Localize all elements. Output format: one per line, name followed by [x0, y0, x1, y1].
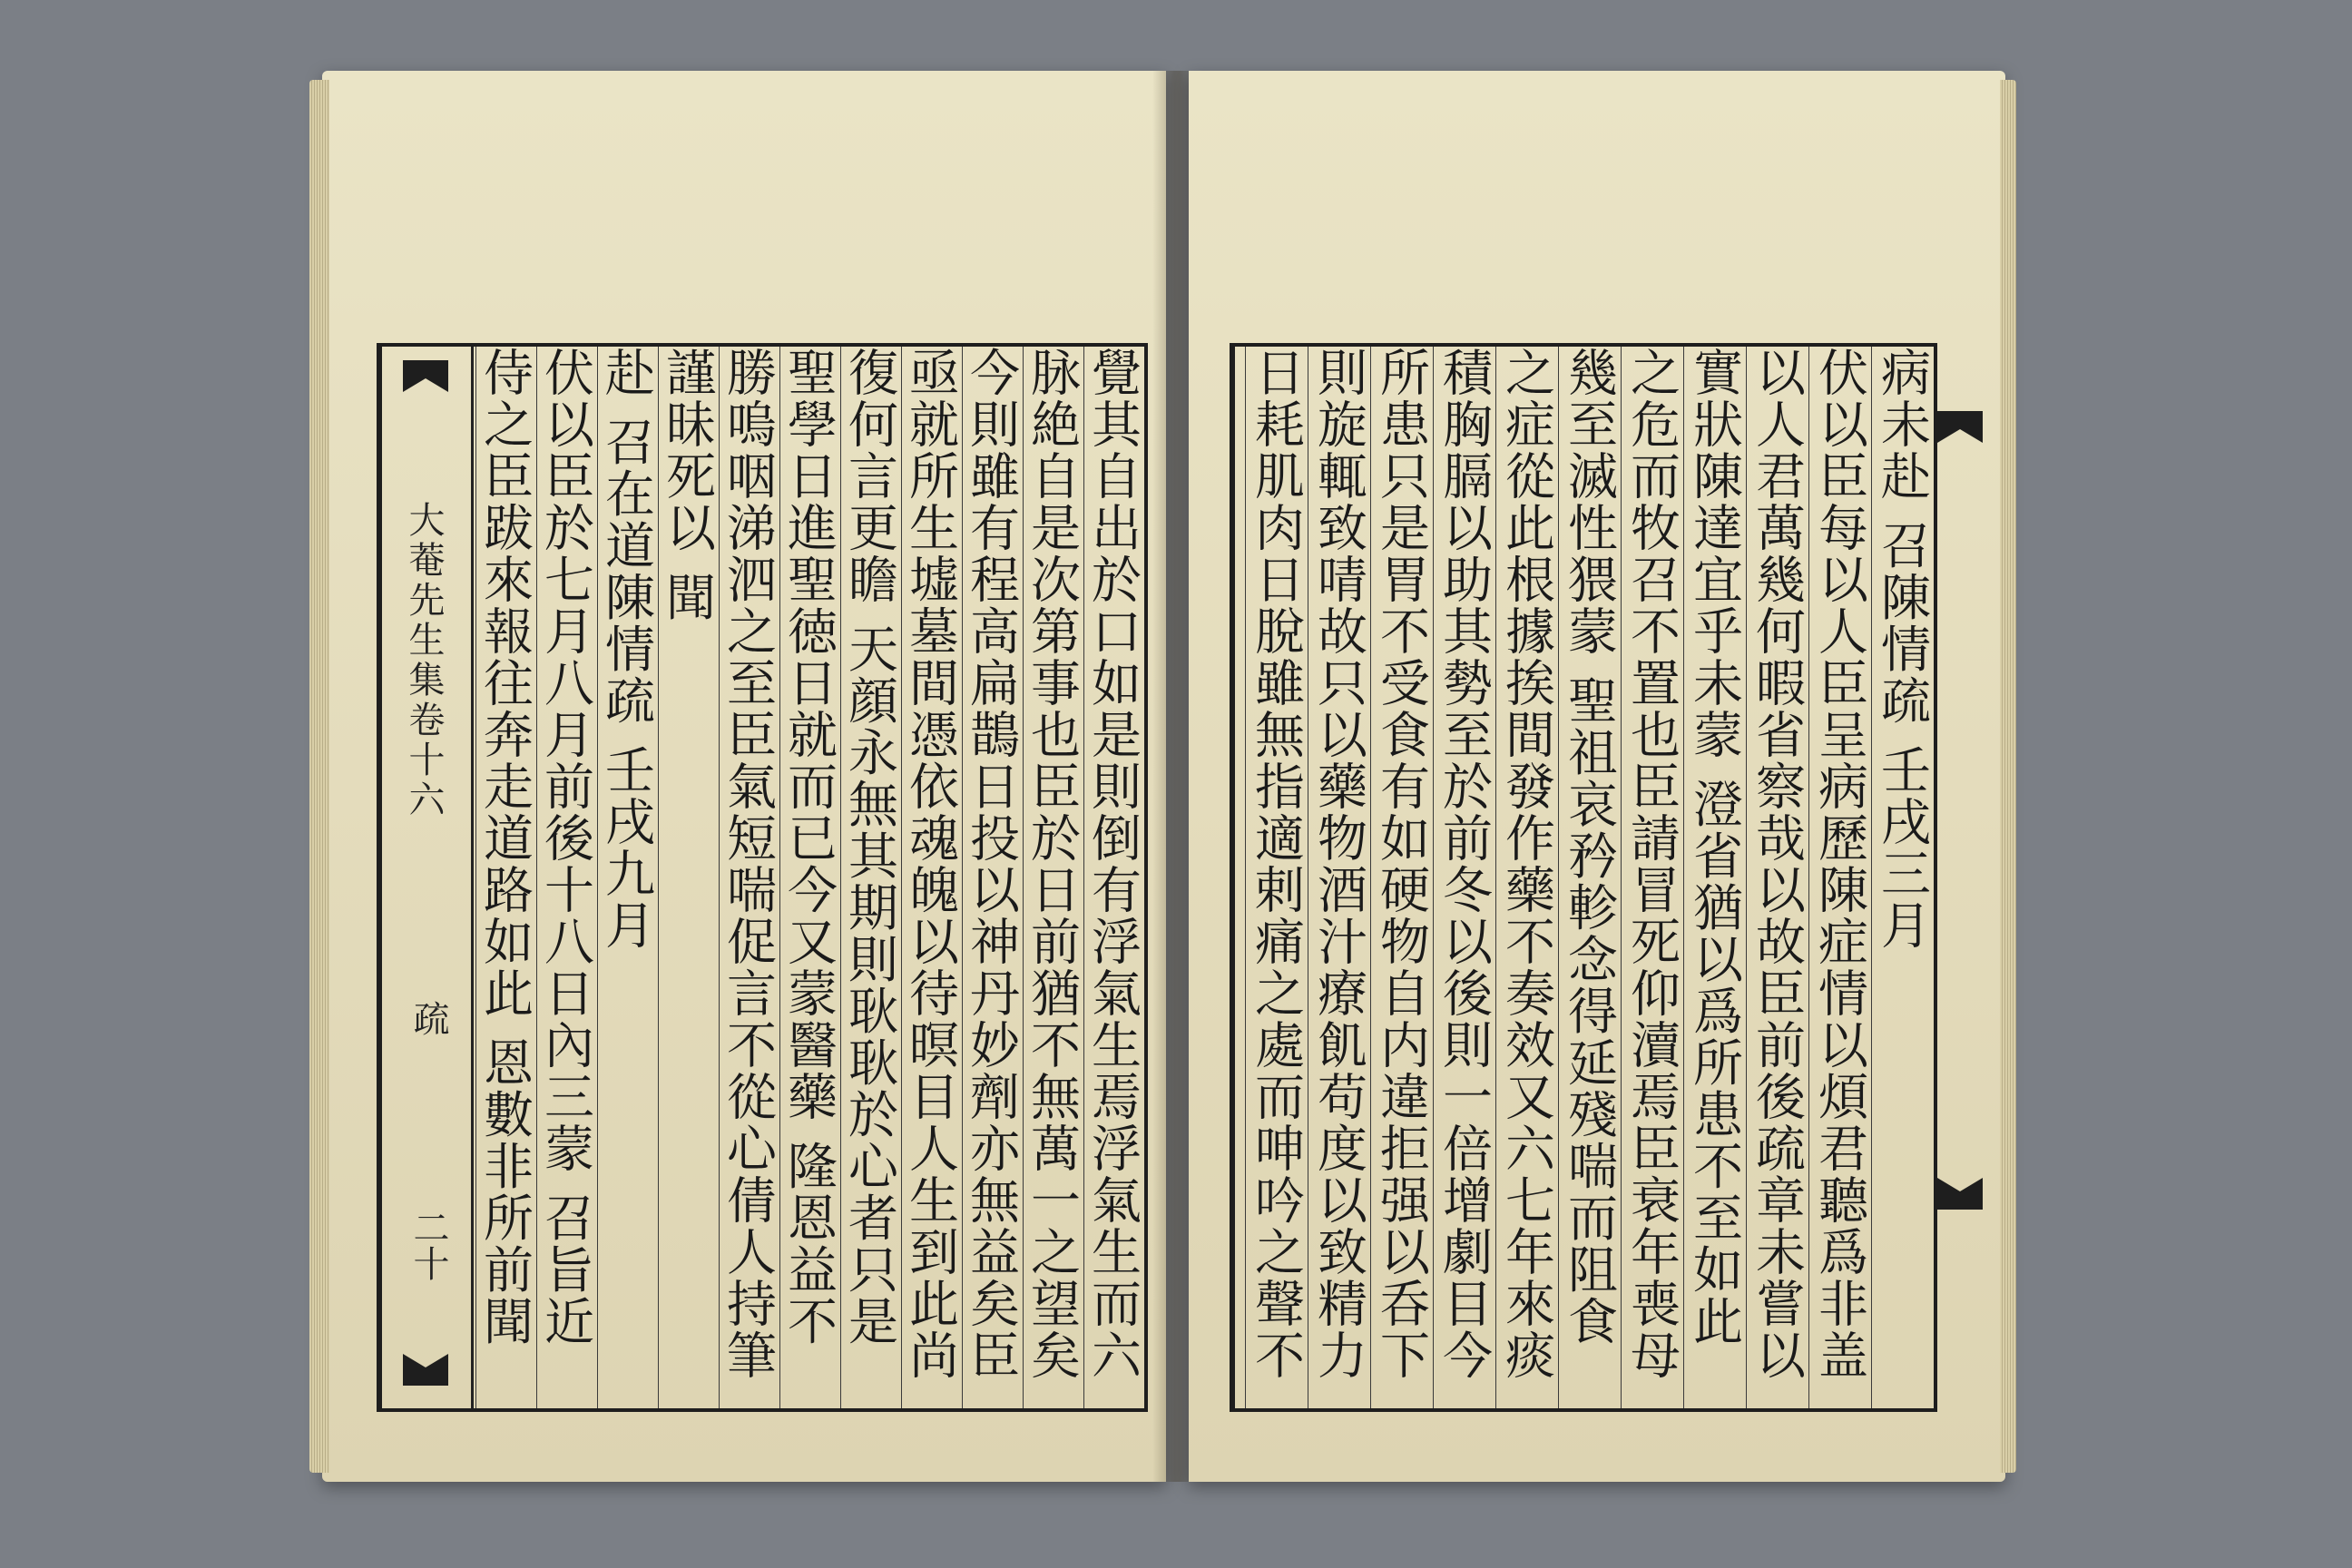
left-page	[322, 71, 1166, 1482]
text-column: 積胸膈以助其勢至於前冬以後則一倍增劇目今	[1433, 347, 1495, 1408]
left-text-frame	[377, 343, 1148, 1412]
text-column: 復何言更瞻 天顔永無其期則耿耿於心者只是	[840, 347, 901, 1408]
text-column: 病未赴 召陳情疏 壬戌三月	[1871, 347, 1934, 1408]
open-book	[322, 71, 2005, 1482]
text-column: 以人君萬幾何暇省察哉以故臣前後疏章未嘗以	[1746, 347, 1808, 1408]
text-column: 赴 召在道陳情疏 壬戌九月	[597, 347, 658, 1408]
fishtail-bottom-icon	[1933, 1160, 1987, 1214]
text-column: 聖學日進聖徳日就而已今又蒙醫藥 隆恩益不	[779, 347, 840, 1408]
strip-mark: 疏	[407, 1000, 449, 1036]
text-column: 則旋輒致啨故只以藥物酒汁療飢苟度以致精力	[1308, 347, 1370, 1408]
text-column: 伏以臣於七月八月前後十八日內三蒙 召旨近	[536, 347, 597, 1408]
fishtail-top-icon	[1933, 407, 1987, 461]
text-column: 脉絶自是次第事也臣於日前猶不無萬一之望矣	[1023, 347, 1083, 1408]
center-strip	[380, 347, 474, 1408]
right-text-frame	[1230, 343, 1937, 1412]
text-column: 幾至滅性猥蒙 聖祖哀矜軫念得延殘喘而阻食	[1558, 347, 1621, 1408]
text-column: 之症從此根據挨間發作藥不奏效又六七年來痰	[1495, 347, 1558, 1408]
text-column: 伏以臣每以人臣呈病歷陳症情以煩君聽爲非盖	[1808, 347, 1871, 1408]
text-column: 亟就所生墟墓間憑依魂魄以待暝目人生到此尚	[901, 347, 962, 1408]
text-column: 實狀陳達宜乎未蒙 澄省猶以爲所患不至如此	[1683, 347, 1746, 1408]
text-column: 覺其自出於口如是則倒有浮氣生焉浮氣生而六	[1083, 347, 1144, 1408]
text-column: 今則雖有程高扁鵲日投以神丹妙劑亦無益矣臣	[962, 347, 1023, 1408]
text-column: 勝嗚咽涕泗之至臣氣短喘促言不從心倩人持筆	[719, 347, 779, 1408]
right-page	[1189, 71, 2005, 1482]
fishtail-bottom-icon	[398, 1336, 453, 1390]
text-column: 所患只是胃不受食有如硬物自内違拒强以呑下	[1370, 347, 1433, 1408]
text-column: 日耗肌肉日脫雖無指適剌痛之處而呻吟之聲不	[1245, 347, 1308, 1408]
strip-page-number: 二十	[407, 1209, 449, 1281]
text-column: 侍之臣跋來報往奔走道路如此 恩數非所前聞	[475, 347, 536, 1408]
strip-title: 大菴先生集卷十六	[403, 501, 445, 820]
text-column: 謹昧死以 聞	[658, 347, 719, 1408]
fishtail-top-icon	[398, 356, 453, 410]
text-column: 之危而牧召不置也臣請冒死仰瀆焉臣衰年喪母	[1621, 347, 1683, 1408]
